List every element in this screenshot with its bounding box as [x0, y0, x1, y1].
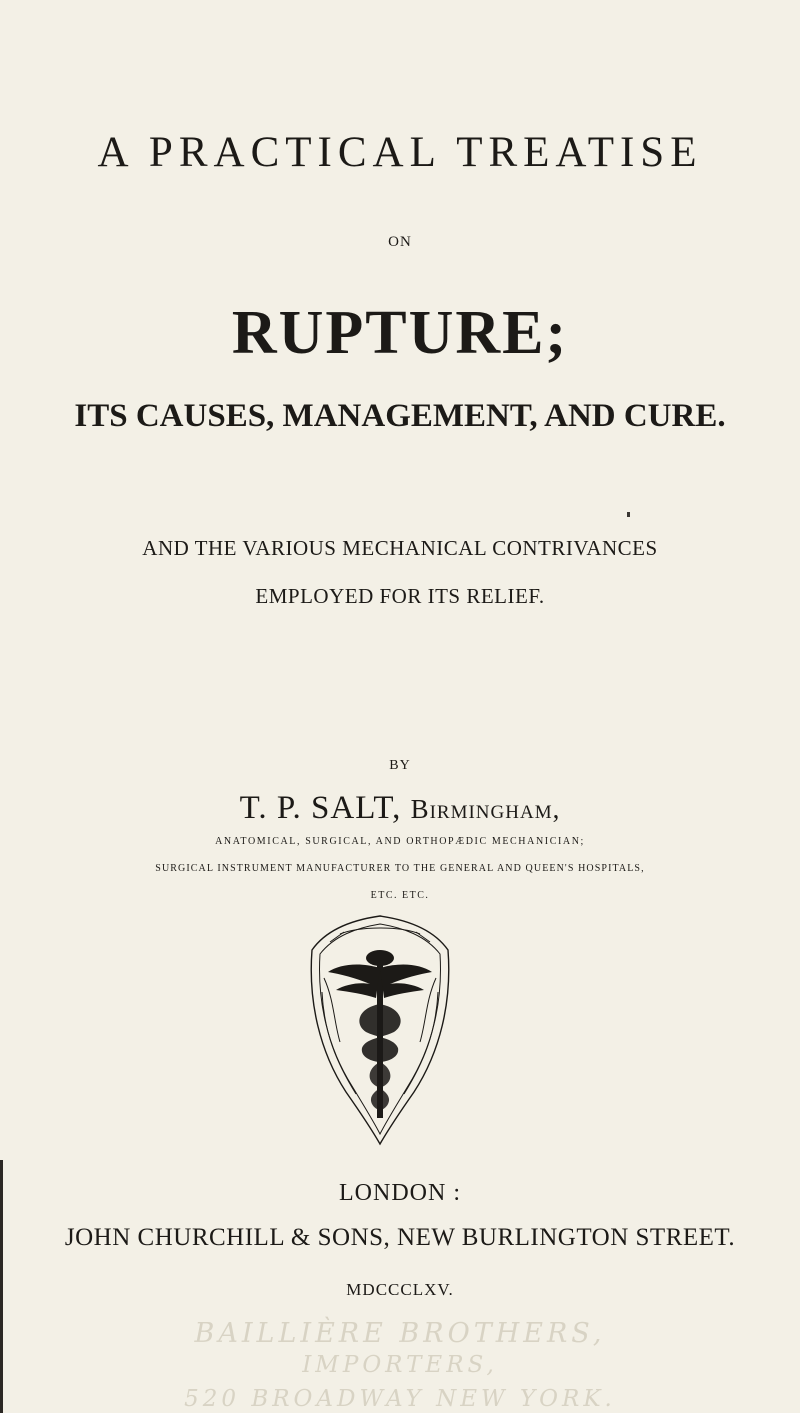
- author-name: T. P. SALT,: [239, 790, 402, 826]
- credentials-line-1: ANATOMICAL, SURGICAL, AND ORTHOPÆDIC MECHANICIAN;: [215, 836, 585, 847]
- by-label: BY: [389, 758, 411, 773]
- on-label: ON: [388, 234, 412, 250]
- subtitle-line-1: AND THE VARIOUS MECHANICAL CONTRIVANCES: [142, 536, 658, 560]
- caduceus-shield-emblem-icon: [300, 912, 460, 1146]
- stamp-line-1: BAILLIÈRE BROTHERS,: [194, 1318, 606, 1349]
- credentials-line-3: ETC. ETC.: [370, 890, 430, 901]
- subject-title: RUPTURE;: [231, 299, 569, 367]
- publication-year: MDCCCLXV.: [346, 1280, 454, 1299]
- credentials-line-2: SURGICAL INSTRUMENT MANUFACTURER TO THE GENERAL AND QUEEN'S HOSPITALS,: [155, 863, 645, 874]
- ink-speck: [627, 512, 630, 517]
- publisher: JOHN CHURCHILL & SONS, NEW BURLINGTON STREET.: [64, 1224, 736, 1251]
- stamp-line-3: 520 BROADWAY NEW YORK.: [184, 1386, 616, 1412]
- stamp-line-2: IMPORTERS,: [302, 1352, 498, 1378]
- causes-heading: ITS CAUSES, MANAGEMENT, AND CURE.: [74, 398, 726, 434]
- author-line: [0, 790, 800, 827]
- subtitle-line-2: EMPLOYED FOR ITS RELIEF.: [255, 584, 545, 608]
- city: LONDON :: [339, 1180, 461, 1206]
- main-title: A PRACTICAL TREATISE: [97, 129, 703, 176]
- author-place: Birmingham,: [410, 794, 561, 824]
